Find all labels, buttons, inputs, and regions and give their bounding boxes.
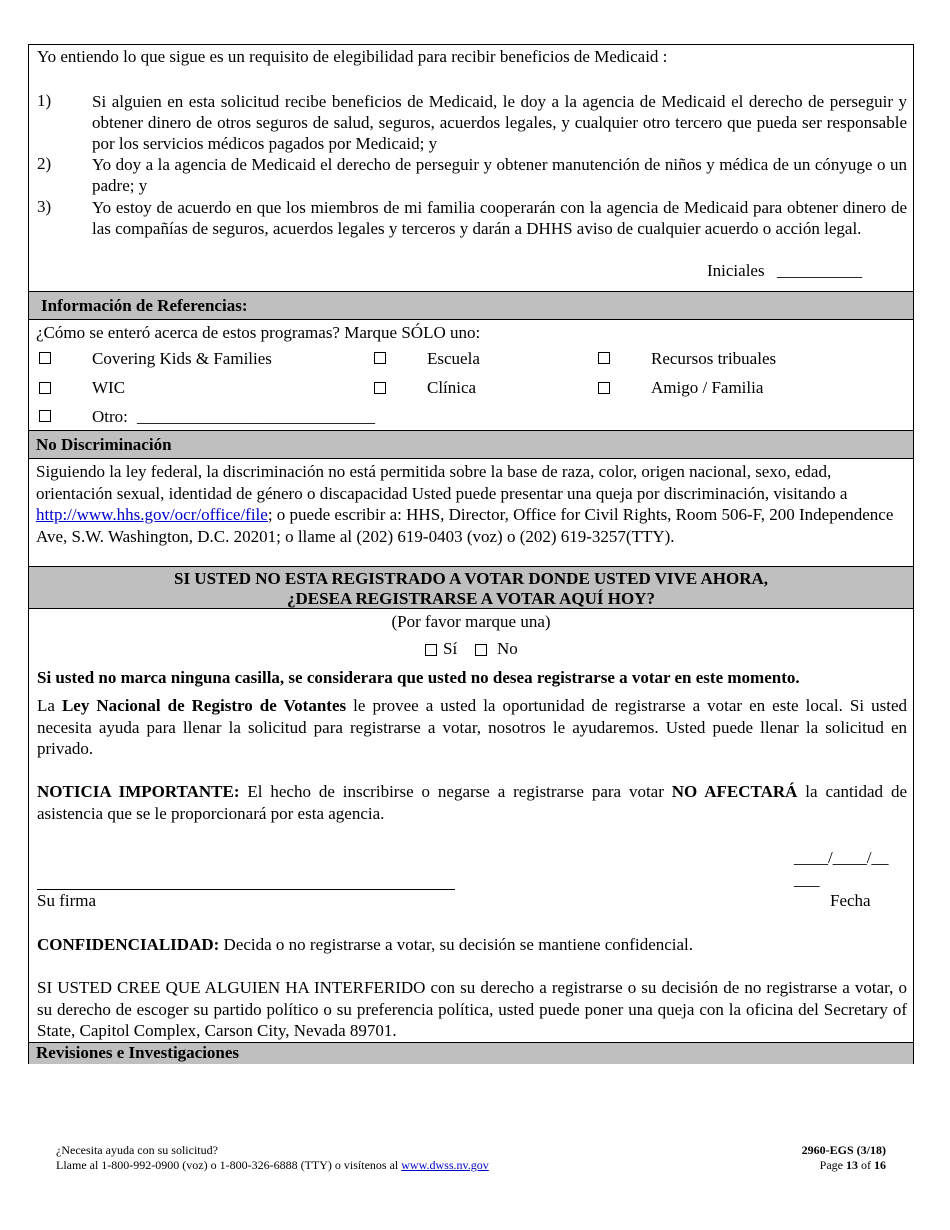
votar-section [29, 609, 913, 1042]
hhs-ocr-link[interactable]: http://www.hhs.gov/ocr/office/file [36, 505, 268, 524]
footer-help [56, 1143, 489, 1173]
eligibility-item-text: Yo doy a la agencia de Medicaid el derecho de perseguir y obtener manutención de niños y médica de un cónyuge o un padre; y [92, 155, 907, 195]
footer-help-call-text: Llame al 1-800-992-0900 (voz) o 1-800-326-6888 (TTY) o visítenos al [56, 1158, 402, 1172]
notice-label: NOTICIA IMPORTANTE: [37, 782, 240, 801]
discriminacion-header [29, 430, 913, 459]
signature-label: Su firma [37, 891, 97, 910]
page-word: Page [819, 1158, 843, 1172]
eligibility-item-number: 2) [37, 154, 52, 173]
votar-header-line1: SI USTED NO ESTA REGISTRADO A VOTAR DONDE USTED VIVE AHORA, [173, 569, 769, 588]
referencias-question: ¿Cómo se enteró acerca de estos programas? Marque SÓLO uno: [36, 323, 481, 342]
discriminacion-section [29, 459, 913, 566]
date-field[interactable]: ____/____/__ [794, 848, 889, 867]
option-label-amigo-familia: Amigo / Familia [651, 378, 764, 397]
notice-paragraph [37, 781, 907, 824]
footer-page-info [802, 1143, 886, 1173]
no-label: No [497, 639, 518, 658]
page-total: 16 [874, 1158, 886, 1172]
eligibility-item-text: Yo estoy de acuerdo en que los miembros de mi familia cooperarán con la agencia de Medicaid para obtener dinero de las compañías de seguros, acuerdos legales y terceros y darán a DHHS aviso de cualquier acuerdo o acción legal. [92, 198, 907, 238]
date-label: Fecha [830, 891, 871, 910]
confidencialidad-paragraph [37, 935, 693, 955]
checkbox-amigo-familia[interactable] [598, 382, 610, 394]
option-label-otro: Otro: [92, 407, 128, 426]
confidencialidad-text: Decida o no registrarse a votar, su decisión se mantiene confidencial. [219, 935, 694, 954]
interference-paragraph: SI USTED CREE QUE ALGUIEN HA INTERFERIDO con su derecho a registrarse o su decisión de no registrarse a votar, o su derecho de escoger su partido político o su preferencia política, usted puede poner una queja con la oficina del Secretary of State, Capitol Complex, Carson City, Nevada 89701. [37, 978, 907, 1040]
footer-help-question: ¿Necesita ayuda con su solicitud? [56, 1143, 218, 1157]
dwss-link[interactable]: www.dwss.nv.gov [401, 1158, 489, 1172]
discriminacion-title: No Discriminación [36, 435, 172, 454]
discriminacion-text-before: Siguiendo la ley federal, la discriminación no está permitida sobre la base de raza, color, origen nacional, sexo, edad, orientación sexual, identidad de género o discapacidad Usted puede presentar una queja por discriminación, visitando a [36, 462, 848, 503]
law-text: le provee a usted la oportunidad de registrarse a votar en este local. Si usted necesita ayuda para llenar la solicitud para registrarse a votar, nosotros le ayudaremos. Usted puede llenar la solicitud en privado. [37, 696, 908, 758]
checkbox-covering-kids[interactable] [39, 352, 51, 364]
law-paragraph [37, 695, 907, 760]
option-label-wic: WIC [92, 378, 126, 397]
page-of: of [861, 1158, 871, 1172]
checkbox-wic[interactable] [39, 382, 51, 394]
checkbox-si[interactable] [425, 644, 437, 656]
signature-line[interactable] [37, 889, 455, 890]
otro-field[interactable]: ____________________________ [137, 407, 375, 426]
checkbox-otro[interactable] [39, 410, 51, 422]
votar-header [29, 566, 913, 609]
mark-one-note: (Por favor marque una) [391, 612, 551, 631]
eligibility-intro: Yo entiendo lo que sigue es un requisito de elegibilidad para recibir beneficios de Medicaid : [37, 47, 668, 66]
initials-field[interactable]: __________ [777, 261, 862, 280]
referencias-header [29, 291, 913, 320]
law-prefix: La [37, 696, 62, 715]
date-field-cont: ___ [794, 870, 820, 889]
option-label-escuela: Escuela [427, 349, 480, 368]
revisiones-header [29, 1042, 913, 1064]
option-label-covering-kids: Covering Kids & Families [92, 349, 272, 368]
eligibility-item-number: 3) [37, 197, 52, 216]
discriminacion-text-after: ; o puede escribir a: HHS, Director, Office for Civil Rights, Room 506-F, 200 Independence Ave, S.W. Washington, D.C. 20201; o llame al (202) 619-0403 (voz) o (202) 619-3257(TTY). [36, 505, 894, 546]
footer-help-call [56, 1158, 489, 1173]
revisiones-title: Revisiones e Investigaciones [36, 1043, 240, 1062]
option-label-clinica: Clínica [427, 378, 477, 397]
confidencialidad-label: CONFIDENCIALIDAD: [37, 935, 220, 954]
eligibility-item-number: 1) [37, 91, 52, 110]
notice-text1: El hecho de inscribirse o negarse a registrarse para votar [239, 782, 672, 801]
notice-bold: NO AFECTARÁ [671, 782, 798, 801]
application-form [28, 44, 914, 1064]
option-label-recursos-tribuales: Recursos tribuales [651, 349, 777, 368]
checkbox-escuela[interactable] [374, 352, 386, 364]
checkbox-no[interactable] [475, 644, 487, 656]
law-name: Ley Nacional de Registro de Votantes [61, 696, 347, 715]
discriminacion-text [36, 461, 901, 547]
si-label: Sí [443, 639, 458, 658]
checkbox-recursos-tribuales[interactable] [598, 352, 610, 364]
eligibility-section [29, 45, 913, 291]
no-mark-warning: Si usted no marca ninguna casilla, se considerara que usted no desea registrarse a votar en este momento. [37, 668, 800, 687]
initials-label: Iniciales [707, 261, 765, 280]
form-code: 2960-EGS (3/18) [801, 1143, 886, 1157]
notice-text2: la cantidad de asistencia que se le proporcionará por esta agencia. [37, 782, 907, 823]
page-number [802, 1158, 886, 1173]
page-current: 13 [846, 1158, 858, 1172]
eligibility-item-text: Si alguien en esta solicitud recibe beneficios de Medicaid, le doy a la agencia de Medicaid el derecho de perseguir y obtener dinero de otros seguros de salud, seguros, acuerdos legales, y cualquier otro tercero que pueda ser responsable por los servicios médicos pagados por Medicaid; y [92, 92, 907, 153]
checkbox-clinica[interactable] [374, 382, 386, 394]
referencias-title: Información de Referencias: [41, 296, 248, 315]
referencias-section [29, 320, 913, 430]
votar-header-line2: ¿DESEA REGISTRARSE A VOTAR AQUÍ HOY? [287, 589, 655, 608]
